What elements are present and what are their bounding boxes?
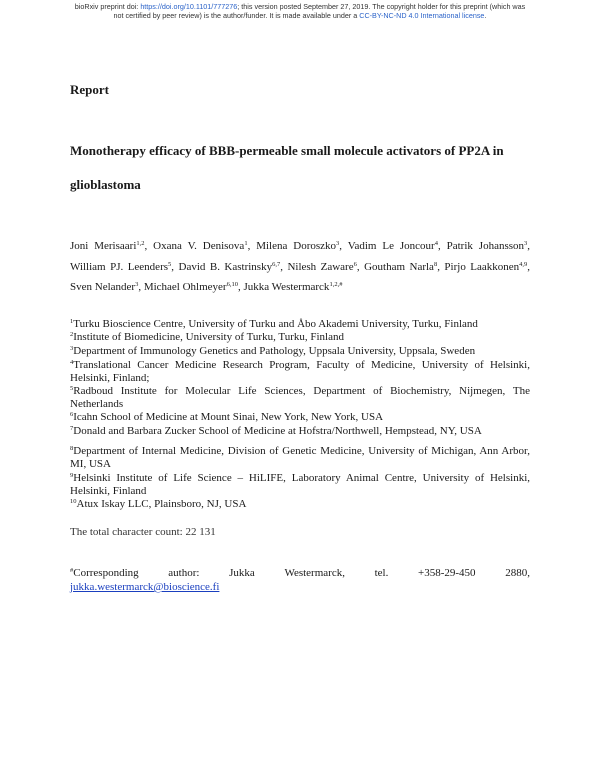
author-affiliation-marker: 3 bbox=[135, 281, 139, 288]
author-separator: , bbox=[356, 260, 365, 273]
author-separator: , bbox=[144, 240, 154, 252]
affiliation-text: Radboud Institute for Molecular Life Sciences, Department of Biochemistry, Nijmegen, The Netherlands bbox=[70, 385, 530, 410]
author bbox=[256, 240, 348, 252]
author bbox=[348, 240, 447, 252]
affiliation-marker: 4 bbox=[70, 359, 74, 366]
author-separator: , bbox=[237, 281, 244, 293]
paper-title-line-2: glioblastoma bbox=[70, 177, 141, 192]
affiliation-9 bbox=[70, 472, 530, 497]
affiliation-text: Atux Iskay LLC, Plainsboro, NJ, USA bbox=[76, 498, 247, 510]
author bbox=[70, 281, 144, 293]
affiliation-text: Translational Cancer Medicine Research Program, Faculty of Medicine, University of Helsinki, Helsinki, Finland; bbox=[70, 359, 530, 384]
author bbox=[179, 261, 288, 273]
affiliation-text: Helsinki Institute of Life Science – HiLIFE, Laboratory Animal Centre, University of Helsinki, Helsinki, Finland bbox=[70, 472, 530, 497]
author-affiliation-marker: 4 bbox=[434, 240, 438, 247]
author bbox=[243, 281, 342, 293]
author bbox=[70, 261, 179, 273]
section-label: Report bbox=[70, 82, 109, 97]
affiliation-4 bbox=[70, 359, 530, 384]
affiliation-marker: 8 bbox=[70, 445, 74, 452]
author-separator: , bbox=[527, 240, 531, 252]
corresponding-word: Jukka bbox=[229, 567, 255, 579]
affiliation-marker: 6 bbox=[70, 411, 74, 418]
affiliation-text: Turku Bioscience Centre, University of Turku and Åbo Akademi University, Turku, Finland bbox=[73, 318, 478, 330]
affiliation-marker: 1 bbox=[70, 318, 74, 325]
affiliation-1 bbox=[70, 318, 530, 331]
corresponding-word: +358-29-450 bbox=[418, 567, 476, 579]
affiliation-text: Institute of Biomedicine, University of Turku, Turku, Finland bbox=[73, 331, 344, 343]
author-name: Pirjo Laakkonen bbox=[444, 260, 520, 273]
corresponding-word: author: bbox=[168, 567, 200, 579]
affiliation-2 bbox=[70, 331, 530, 344]
corresponding-line bbox=[70, 566, 530, 580]
author-affiliation-marker: 6 bbox=[353, 260, 357, 268]
author-name: Goutham Narla bbox=[364, 260, 434, 273]
corresponding-author bbox=[70, 566, 530, 594]
author bbox=[287, 261, 364, 273]
author-name: Jukka Westermarck bbox=[243, 281, 330, 293]
corresponding-word: Corresponding bbox=[73, 567, 139, 579]
author-name: Patrik Johansson bbox=[446, 240, 525, 252]
banner-line1-prefix: bioRxiv preprint doi: bbox=[74, 2, 141, 11]
character-count: The total character count: 22 131 bbox=[70, 526, 216, 538]
affiliation-text: Department of Internal Medicine, Division of Genetic Medicine, University of Michigan, Ann Arbor, MI, USA bbox=[70, 445, 530, 470]
affiliation-text: Department of Immunology Genetics and Pathology, Uppsala University, Uppsala, Sweden bbox=[73, 345, 476, 357]
affiliation-3 bbox=[70, 345, 530, 358]
banner-line1-suffix: ; this version posted September 27, 2019. The copyright holder for this preprint (which was bbox=[237, 2, 526, 11]
author-list bbox=[70, 236, 530, 298]
banner-line2-prefix: not certified by peer review) is the author/funder. It is made available under a bbox=[113, 11, 360, 20]
author-name: Sven Nelander bbox=[70, 281, 136, 293]
affiliation-7 bbox=[70, 425, 530, 438]
affiliation-marker: 5 bbox=[70, 385, 74, 392]
affiliation-text: Icahn School of Medicine at Mount Sinai, New York, New York, USA bbox=[73, 411, 384, 423]
author-separator: , bbox=[437, 260, 445, 273]
author-affiliation-marker: 8 bbox=[433, 260, 438, 268]
author-affiliation-marker: 4,9 bbox=[519, 260, 528, 268]
corresponding-label bbox=[70, 566, 139, 580]
author-affiliation-marker: 6,7 bbox=[272, 260, 281, 268]
affiliation-marker: 10 bbox=[70, 498, 77, 505]
corresponding-word: tel. bbox=[374, 567, 389, 579]
author bbox=[444, 261, 530, 273]
license-link[interactable]: CC-BY-NC-ND 4.0 International license bbox=[359, 11, 485, 20]
author-affiliation-marker: 3 bbox=[524, 240, 528, 247]
author-name: Nilesh Zaware bbox=[287, 260, 354, 273]
author bbox=[70, 240, 153, 252]
affiliation-6 bbox=[70, 411, 530, 424]
author bbox=[144, 281, 244, 293]
corresponding-email-link[interactable]: jukka.westermarck@bioscience.fi bbox=[70, 581, 220, 593]
affiliation-marker: 3 bbox=[70, 345, 74, 352]
author-name: Michael Ohlmeyer bbox=[143, 281, 227, 293]
author-name: Vadim Le Joncour bbox=[347, 240, 435, 252]
author-affiliation-marker: 1 bbox=[244, 240, 248, 247]
author-separator: , bbox=[437, 240, 447, 252]
author bbox=[447, 240, 530, 252]
author-separator: , bbox=[339, 240, 348, 252]
affiliation-5 bbox=[70, 385, 530, 410]
author-name: Oxana V. Denisova bbox=[153, 240, 245, 252]
author-affiliation-marker: 1,2 bbox=[136, 240, 145, 247]
affiliation-10 bbox=[70, 498, 530, 511]
corresponding-word: Westermarck, bbox=[284, 567, 345, 579]
affiliation-8 bbox=[70, 445, 530, 470]
affiliation-marker: 7 bbox=[70, 425, 74, 432]
author-affiliation-marker: 5 bbox=[168, 260, 172, 268]
corresponding-marker: # bbox=[70, 567, 74, 574]
banner-line-2 bbox=[0, 11, 600, 20]
author bbox=[364, 261, 444, 273]
doi-link[interactable]: https://doi.org/10.1101/777276 bbox=[140, 2, 238, 11]
preprint-banner bbox=[0, 2, 600, 20]
paper-title-line-1: Monotherapy efficacy of BBB-permeable small molecule activators of PP2A in bbox=[70, 143, 504, 158]
author-separator: , bbox=[138, 281, 144, 293]
author-name: Milena Doroszko bbox=[256, 240, 337, 252]
author-name: William PJ. Leenders bbox=[70, 260, 169, 273]
affiliation-marker: 2 bbox=[70, 331, 74, 338]
author-affiliation-marker: 6,10 bbox=[226, 281, 238, 288]
author-separator: , bbox=[280, 260, 288, 273]
author-name: David B. Kastrinsky bbox=[178, 260, 273, 273]
author-separator: , bbox=[171, 260, 179, 273]
affiliation-text: Donald and Barbara Zucker School of Medicine at Hofstra/Northwell, Hempstead, NY, USA bbox=[73, 425, 482, 437]
author-name: Joni Merisaari bbox=[70, 240, 137, 252]
affiliation-marker: 9 bbox=[70, 472, 74, 479]
banner-line2-suffix: . bbox=[484, 11, 487, 20]
author-affiliation-marker: 1,2,# bbox=[329, 281, 343, 288]
author-separator: , bbox=[527, 260, 531, 273]
corresponding-word: 2880, bbox=[505, 567, 530, 579]
author-separator: , bbox=[247, 240, 257, 252]
banner-line-1 bbox=[0, 2, 600, 11]
author-affiliation-marker: 3 bbox=[336, 240, 340, 247]
author bbox=[153, 240, 256, 252]
